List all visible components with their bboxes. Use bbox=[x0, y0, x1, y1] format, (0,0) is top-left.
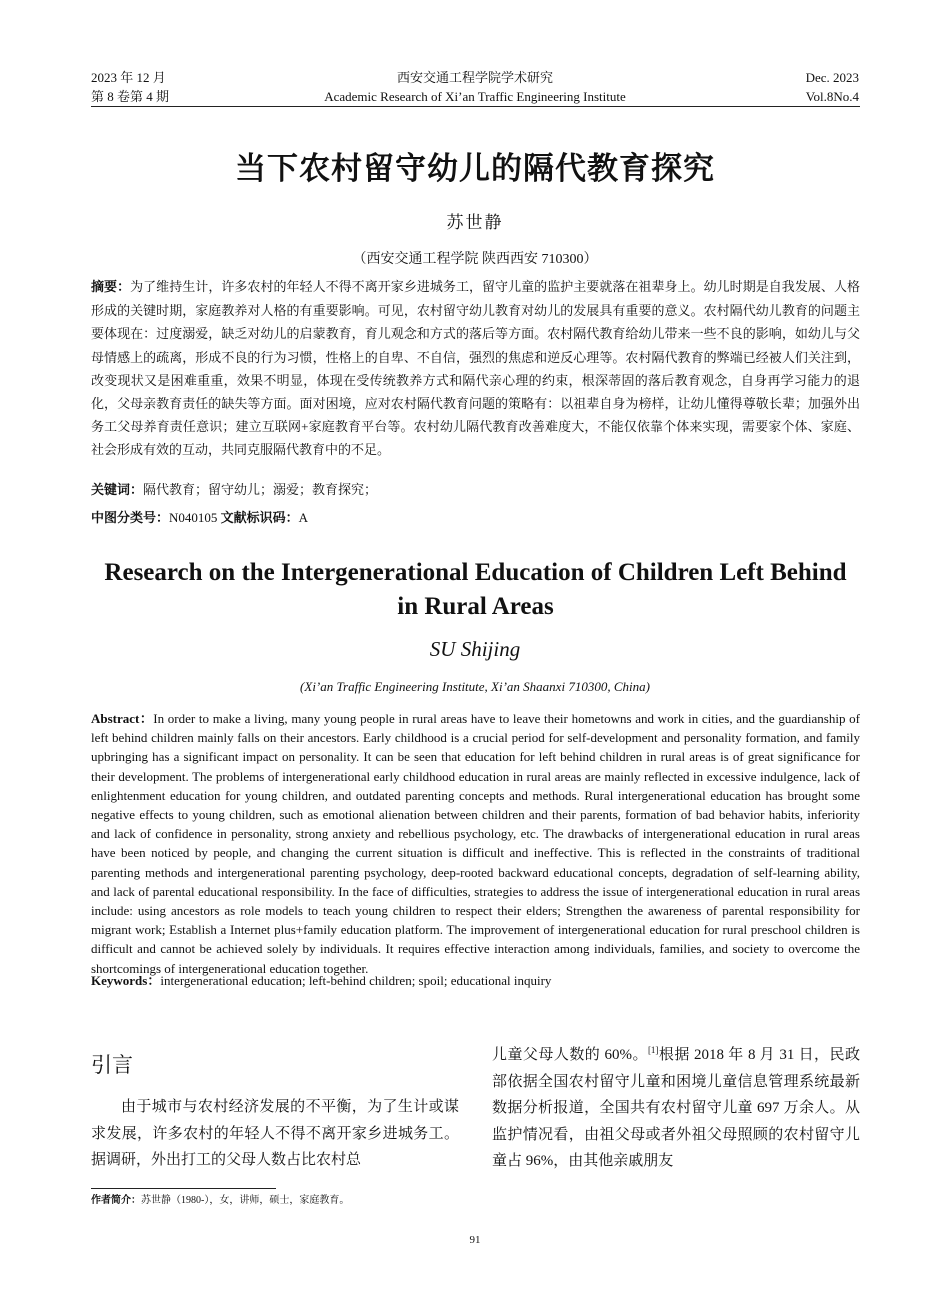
abstract-text-en: In order to make a living, many young people in rural areas have to leave their hometowns and work in cities, and the guardianship of left behind children mainly falls on their ancestors. Early childhood is a crucial period for self-development and personality formation, and family upbringing has a significant impact on personality. It can be seen that education for left behind children in rural areas is of great significance for their development. The problems of intergenerational early childhood education in rural areas are mainly reflected in excessive indulgence, lack of enlightenment education for young children, and outdated parenting concepts and methods. Rural intergenerational education has brought some negative effects to young children, such as emotional alienation between children and their parents, formation of bad behavior habits, inferiority and lack of confidence in personality, strong anxiety and rebellious psychology, etc. The drawbacks of intergenerational education in rural areas have been noticed by people, and changing the current situation is difficult and ineffective. This is reflected in the constraints of traditional parenting methods and intergenerational parenting psychology, deep-rooted backward educational concepts, degradation of self-learning ability, and lack of parental educational responsibility. In the face of difficulties, strategies to address the issue of intergenerational education in rural areas include: using ancestors as role models to teach young children to respect their elders; Strengthen the awareness of parental responsibility for migrant work; Establish a Internet plus+family education platform. The improvement of intergenerational education for rural preschool children is difficult and cannot be achieved solely by individuals. It requires effective interaction among individuals, families, and society to overcome the shortcomings of intergenerational education together. bbox=[91, 711, 860, 976]
journal-name-cn: 西安交通工程学院学术研究 bbox=[396, 70, 553, 85]
keywords-cn bbox=[91, 480, 860, 501]
issue-date-cn: 2023 年 12 月 bbox=[91, 70, 166, 85]
body-paragraph: 由于城市与农村经济发展的不平衡，为了生计或谋求发展，许多农村的年轻人不得不离开家乡进城务工。据调研，外出打工的父母人数占比农村总 bbox=[91, 1099, 459, 1168]
footnote-divider bbox=[91, 1188, 276, 1189]
class-label: 中图分类号： bbox=[91, 511, 170, 526]
keywords-label-en: Keywords： bbox=[91, 973, 161, 988]
keywords-text-en: intergenerational education; left-behind children; spoil; educational inquiry bbox=[160, 973, 552, 988]
body-column-right bbox=[492, 1042, 860, 1175]
page-title-en bbox=[91, 556, 860, 624]
title-en-line1: Research on the Intergenerational Education of Children Left Behind bbox=[104, 559, 847, 586]
section-heading-introduction: 引言 bbox=[91, 1053, 133, 1077]
body-paragraph-continued bbox=[492, 1042, 860, 1175]
body-column-left bbox=[91, 1050, 459, 1174]
volume-issue-cn: 第 8 卷第 4 期 bbox=[91, 89, 170, 104]
classification-cn bbox=[91, 508, 860, 529]
abstract-cn bbox=[91, 275, 860, 462]
running-header-right bbox=[806, 68, 859, 106]
page-number: 91 bbox=[469, 1234, 481, 1246]
class-value: N040105 bbox=[169, 510, 218, 525]
abstract-text-cn: 为了维持生计，许多农村的年轻人不得不离开家乡进城务工，留守儿童的监护主要就落在祖辈身上。幼儿时期是自我发展、人格形成的关键时期，家庭教养对人格的有重要影响。可见，农村留守幼儿教育对幼儿的发展具有重要的意义。农村隔代幼儿教育的问题主要体现在：过度溺爱，缺乏对幼儿的启蒙教育，育儿观念和方式的落后等方面。农村隔代教育给幼儿带来一些不良的影响，如幼儿与父母情感上的疏离，形成不良的行为习惯，性格上的自卑、不自信，强烈的焦虑和逆反心理等。农村隔代教育的弊端已经被人们关注到，改变现状又是困难重重，效果不明显，体现在受传统教养方式和隔代亲心理的约束，根深蒂固的落后教育观念，自身再学习能力的退化，父母亲教育责任的缺失等方面。面对困境，应对农村隔代教育问题的策略有：以祖辈自身为榜样，让幼儿懂得尊敬长辈；加强外出务工父母养育责任意识；建立互联网+家庭教育平台等。农村幼儿隔代教育改善难度大，不能仅依靠个体来实现，需要家个体、家庭、社会形成有效的互动，共同克服隔代教育中的不足。 bbox=[91, 279, 860, 458]
citation-ref-1[interactable]: [1] bbox=[647, 1045, 659, 1055]
author-cn: 苏世静 bbox=[446, 213, 504, 232]
keywords-text-cn: 隔代教育；留守幼儿；溺爱；教育探究； bbox=[143, 482, 378, 497]
abstract-label-en: Abstract： bbox=[91, 711, 154, 726]
affiliation-cn: （西安交通工程学院 陕西西安 710300） bbox=[352, 252, 598, 267]
doc-code-value: A bbox=[298, 510, 309, 525]
footnote-label: 作者简介： bbox=[91, 1195, 141, 1206]
page-title-cn: 当下农村留守幼儿的隔代教育探究 bbox=[235, 151, 715, 187]
doc-code-label: 文献标识码： bbox=[220, 511, 299, 526]
keywords-label-cn: 关键词： bbox=[91, 483, 144, 498]
body-text-part2: 根据 2018 年 8 月 31 日，民政部依据全国农村留守儿童和困境儿童信息管理系统最新数据分析报道，全国共有农村留守儿童 697 万余人。从监护情况看，由祖父母或者外祖父母照顾的农村留守儿童占 96%，由其他亲戚朋友 bbox=[492, 1047, 860, 1169]
abstract-label-cn: 摘要： bbox=[91, 280, 131, 295]
title-en-line2: in Rural Areas bbox=[397, 593, 554, 620]
abstract-en bbox=[91, 709, 860, 978]
volume-issue-en: Vol.8No.4 bbox=[805, 89, 859, 104]
journal-name-en: Academic Research of Xi’an Traffic Engineering Institute bbox=[324, 89, 626, 104]
affiliation-en: (Xi’an Traffic Engineering Institute, Xi’an Shaanxi 710300, China) bbox=[300, 679, 650, 694]
author-footnote bbox=[91, 1194, 349, 1208]
footnote-text: 苏世静（1980-），女，讲师，硕士，家庭教育。 bbox=[141, 1195, 350, 1206]
body-text-part1: 儿童父母人数的 60%。 bbox=[492, 1047, 648, 1063]
keywords-en bbox=[91, 971, 860, 990]
header-divider bbox=[91, 106, 860, 107]
author-en: SU Shijing bbox=[429, 637, 521, 661]
issue-date-en: Dec. 2023 bbox=[805, 70, 859, 85]
